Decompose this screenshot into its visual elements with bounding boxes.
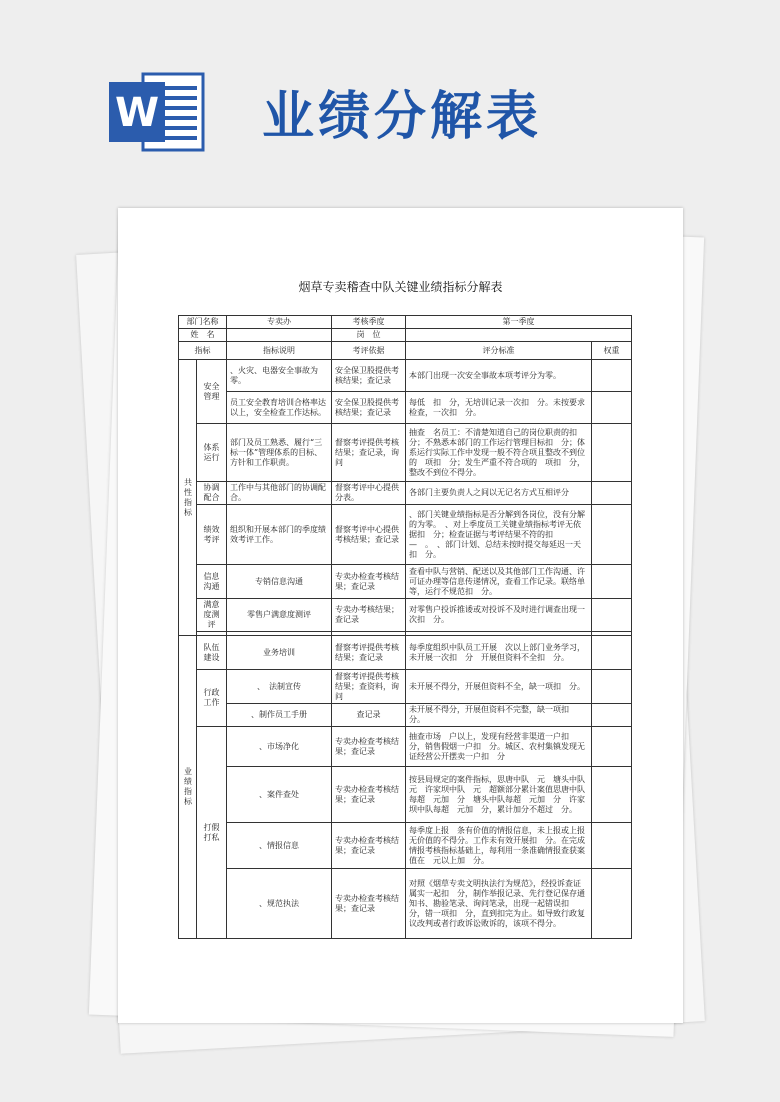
sub-safety: 安全管理	[197, 360, 227, 424]
cell-desc: 工作中与其他部门的协调配合。	[227, 482, 332, 505]
cell-desc: 部门及员工熟悉、履行“三标一体”管理体系的目标、方针和工作职责。	[227, 424, 332, 482]
table-row	[179, 424, 632, 482]
cell-desc: 零售户满意度测评	[227, 599, 332, 632]
sub-admin: 行政工作	[197, 670, 227, 727]
document-title: 烟草专卖稽查中队关键业绩指标分解表	[298, 280, 503, 294]
cell-basis: 专卖办考核结果；查记录	[332, 599, 406, 632]
cell-desc: 员工安全教育培训合格率达 以上，安全检查工作达标。	[227, 392, 332, 424]
dept-label: 部门名称	[179, 316, 227, 329]
cell-std: 按县局规定的案件指标，思唐中队 元 塘头中队 元 许家坝中队 元 超额部分累计案值思唐中队每超 元加 分 塘头中队每超 元加 分 许家坝中队每超 元加 分，累计加分不超过 分。	[406, 767, 592, 823]
document-page	[118, 208, 683, 1023]
cell-std: 各部门主要负责人之间以无记名方式互相评分	[406, 482, 592, 505]
group-perf: 业绩指标	[179, 636, 197, 939]
table-row	[179, 767, 632, 823]
kpi-table	[178, 315, 632, 939]
name-value	[227, 329, 332, 342]
cell-basis: 督察考评提供考核结果；查记录	[332, 636, 406, 670]
cell-desc: 专销信息沟通	[227, 565, 332, 599]
season-value: 第一季度	[406, 316, 632, 329]
sub-system: 体系运行	[197, 424, 227, 482]
cell-std: 查看中队与营销、配送以及其他部门工作沟通、许可证办理等信息传递情况，查看工作记录。联络单等，运行不规范扣 分。	[406, 565, 592, 599]
col-basis: 考评依据	[332, 342, 406, 360]
cell-basis: 安全保卫股提供考核结果；查记录	[332, 360, 406, 392]
page-title: 业绩分解表	[262, 87, 543, 147]
cell-std: 每季度上报 条有价值的情报信息，未上报或上报无价值的不得分。工作未有效开展扣 分。在完成情报考核指标基础上，每利用一条准确情报查获案值在 元以上加 分。	[406, 823, 592, 869]
table-row	[179, 869, 632, 939]
cell-desc: 、制作员工手册	[227, 704, 332, 727]
cell-desc: 、案件查处	[227, 767, 332, 823]
cell-basis: 专卖办检查考核结果；查记录	[332, 869, 406, 939]
cell-std: 抽查 名员工：不清楚知道自己的岗位职责的扣 分；不熟悉本部门的工作运行管理目标扣 分；体系运行实际工作中发现一般不符合项且整改不到位的 项扣 分；发生严重不符合项的 项扣 分，整改不到位不得分。	[406, 424, 592, 482]
table-row	[179, 565, 632, 599]
sub-team: 队伍建设	[197, 636, 227, 670]
col-std: 评分标准	[406, 342, 592, 360]
sub-perf-eval: 绩效考评	[197, 505, 227, 565]
post-label: 岗 位	[332, 329, 406, 342]
name-label: 姓 名	[179, 329, 227, 342]
cell-desc: 、火灾、电器安全事故为零。	[227, 360, 332, 392]
sub-satisfy: 满意度测评	[197, 599, 227, 632]
table-row	[179, 482, 632, 505]
cell-desc: 、情报信息	[227, 823, 332, 869]
meta-row	[179, 329, 632, 342]
table-row	[179, 599, 632, 632]
table-row	[179, 392, 632, 424]
cell-std: 每低 扣 分，无培训记录一次扣 分。未按要求检查，一次扣 分。	[406, 392, 592, 424]
table-row	[179, 823, 632, 869]
sub-info: 信息沟通	[197, 565, 227, 599]
cell-std: 本部门出现一次安全事故本项考评分为零。	[406, 360, 592, 392]
post-value	[406, 329, 632, 342]
season-label: 考核季度	[332, 316, 406, 329]
col-weight: 权重	[592, 342, 632, 360]
cell-desc: 业务培训	[227, 636, 332, 670]
header	[0, 0, 780, 200]
cell-std: 未开展不得分，开展但资料不完整，缺一项扣 分。	[406, 704, 592, 727]
cell-std: 对照《烟草专卖文明执法行为规范》，经投诉查证属实一起扣 分，制作举报记录、先行登记保存通知书、勘验笔录、询问笔录，出现一起错误扣 分，错一项扣 分，直到扣完为止。如导致行政复议改判或者行政诉讼败诉的，该项不得分。	[406, 869, 592, 939]
cell-basis: 督察考评中心提供分表。	[332, 482, 406, 505]
cell-desc: 组织和开展本部门的季度绩效考评工作。	[227, 505, 332, 565]
col-desc: 指标说明	[227, 342, 332, 360]
cell-basis: 查记录	[332, 704, 406, 727]
svg-text:W: W	[114, 90, 160, 136]
sub-coord: 协调配合	[197, 482, 227, 505]
cell-basis: 专卖办检查考核结果；查记录	[332, 565, 406, 599]
cell-basis: 督察考评提供考核结果；查记录，询问	[332, 424, 406, 482]
table-row	[179, 636, 632, 670]
cell-desc: 、规范执法	[227, 869, 332, 939]
word-logo-icon	[107, 68, 207, 156]
table-row	[179, 727, 632, 767]
sub-fight: 打假打私	[197, 727, 227, 939]
cell-basis: 安全保卫股提供考核结果；查记录	[332, 392, 406, 424]
cell-desc: 、 法制宣传	[227, 670, 332, 704]
cell-std: 对零售户投诉推诿或对投诉不及时进行调查出现一次扣 分。	[406, 599, 592, 632]
col-indicator: 指标	[179, 342, 227, 360]
cell-basis: 督察考评提供考核结果；查资料，询问	[332, 670, 406, 704]
meta-row	[179, 316, 632, 329]
table-row	[179, 704, 632, 727]
cell-basis: 专卖办检查考核结果；查记录	[332, 727, 406, 767]
cell-std: 抽查市场 户以上，发现有经营非渠道一户扣 分，销售假烟一户扣 分。城区、农村集镇发现无证经营公开摆卖一户扣 分	[406, 727, 592, 767]
cell-std: 、部门关键业绩指标是否分解到各岗位，没有分解的为零。 、对上季度员工关键业绩指标考评无依据扣 分；检查证据与考评结果不符的扣 — 。 、部门计划、总结未按时提交每延迟一天扣 分。	[406, 505, 592, 565]
table-row	[179, 505, 632, 565]
header-row	[179, 342, 632, 360]
cell-basis: 专卖办检查考核结果；查记录	[332, 823, 406, 869]
cell-std: 未开展不得分，开展但资料不全，缺一项扣 分。	[406, 670, 592, 704]
cell-basis: 督察考评中心提供考核结果；查记录	[332, 505, 406, 565]
group-common: 共性指标	[179, 360, 197, 636]
cell-basis: 专卖办检查考核结果；查记录	[332, 767, 406, 823]
table-row	[179, 670, 632, 704]
dept-value: 专卖办	[227, 316, 332, 329]
cell-desc: 、市场净化	[227, 727, 332, 767]
cell-std: 每季度组织中队员工开展 次以上部门业务学习，未开展一次扣 分 开展但资料不全扣 分。	[406, 636, 592, 670]
table-row	[179, 360, 632, 392]
